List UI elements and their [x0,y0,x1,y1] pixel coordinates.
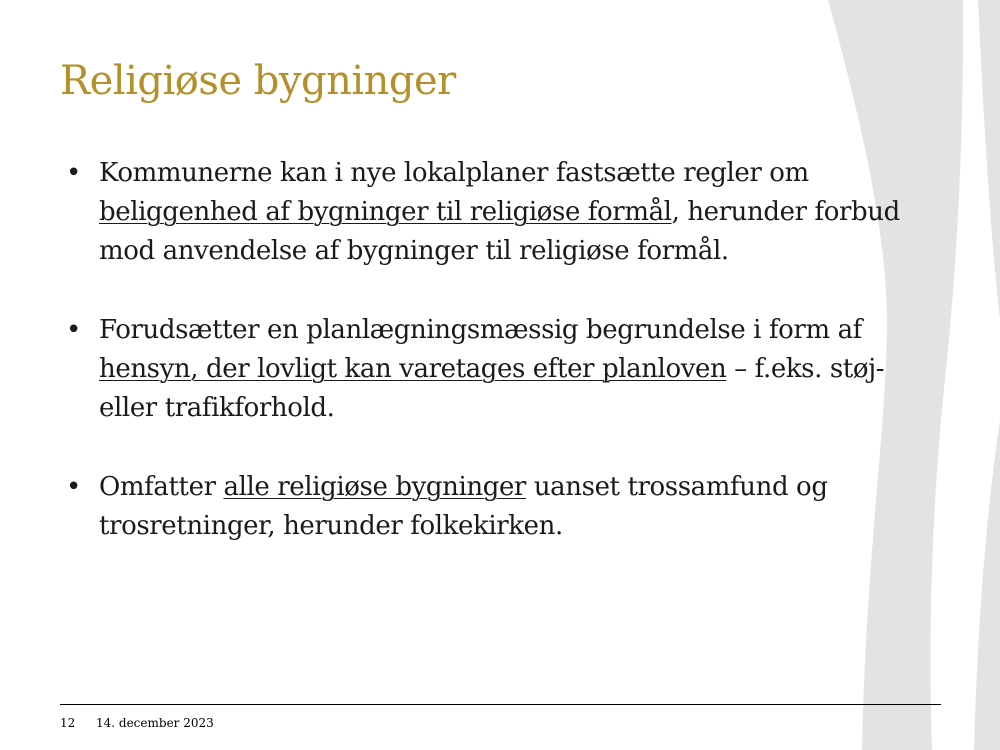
bullet-text: Omfatter [99,472,224,502]
bullet-dot: • [66,315,81,345]
bullet-text: – f.eks. støj- eller trafikforhold. [99,354,885,423]
bullet-dot: • [66,158,81,188]
decorative-curve-shape-right [978,0,1000,320]
bullet-text: Forudsætter en planlægningsmæssig begrundelse i form af [99,315,862,345]
bullet-text: , herunder forbud mod anvendelse af bygninger til religiøse formål. [99,197,900,266]
footer-date: 14. december 2023 [96,716,214,730]
slide-title: Religiøse bygninger [60,58,456,104]
bullet-list [62,154,912,586]
bullet-underlined-text: hensyn, der lovligt kan varetages efter planloven [99,354,727,384]
bullet-item [62,154,912,271]
decorative-curve-shape-right-lower [974,420,1000,750]
bullet-item [62,468,912,546]
bullet-dot: • [66,472,81,502]
page-number: 12 [60,716,76,730]
footer-divider [60,704,941,705]
bullet-item [62,311,912,428]
bullet-underlined-text: alle religiøse bygninger [223,472,526,502]
bullet-underlined-text: beliggenhed af bygninger til religiøse formål [99,197,672,227]
bullet-text: uanset trossamfund og trosretninger, herunder folkekirken. [99,472,828,541]
bullet-text: Kommunerne kan i nye lokalplaner fastsætte regler om [99,158,809,188]
